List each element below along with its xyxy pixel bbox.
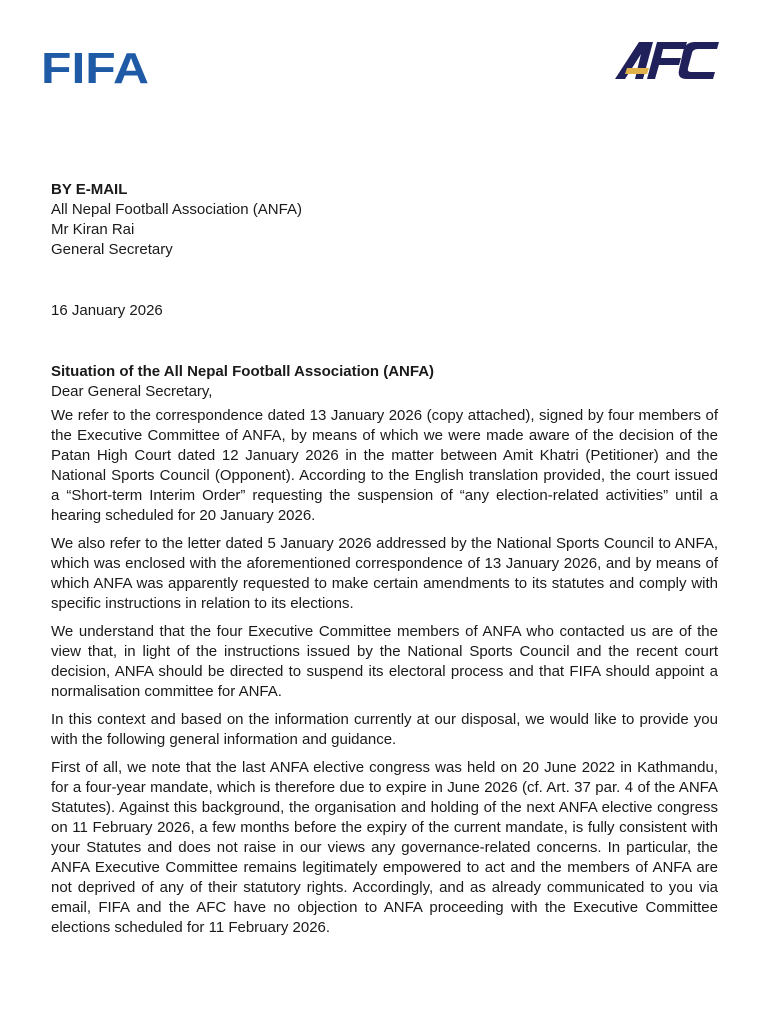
svg-text:FIFA: FIFA: [41, 47, 149, 87]
paragraph: We also refer to the letter dated 5 January 2026 addressed by the National Sports Council to ANFA, which was enclosed with the aforementioned correspondence of 13 January 2026, and by means of which ANFA was apparently requested to make certain amendments to its statutes and comply with specific instructions in relation to its elections.: [51, 535, 718, 612]
fifa-logo: [41, 47, 151, 92]
recipient-organisation: All Nepal Football Association (ANFA): [51, 201, 302, 218]
letter-date: 16 January 2026: [51, 302, 163, 319]
letter-body: [51, 180, 718, 938]
paragraph: In this context and based on the information currently at our disposal, we would like to provide you with the following general information and guidance.: [51, 711, 718, 748]
paragraph: First of all, we note that the last ANFA elective congress was held on 20 June 2022 in Kathmandu, for a four-year mandate, which is therefore due to expire in June 2026 (cf. Art. 37 par. 4 of the ANFA Statutes). Against this background, the organisation and holding of the next ANFA elective congress on 11 February 2026, a few months before the expiry of the current mandate, is fully consistent with your Statutes and does not raise in our views any governance-related concerns. In particular, the ANFA Executive Committee remains legitimately empowered to act and the members of ANFA are not deprived of any of their statutory rights. Accordingly, and as already communicated to you via email, FIFA and the AFC have no objection to ANFA proceeding with the Executive Committee elections scheduled for 11 February 2026.: [51, 759, 718, 936]
salutation: Dear General Secretary,: [51, 383, 213, 400]
recipient-name: Mr Kiran Rai: [51, 221, 135, 238]
paragraph: We refer to the correspondence dated 13 January 2026 (copy attached), signed by four members of the Executive Committee of ANFA, by means of which we were made aware of the decision of the Patan High Court dated 12 January 2026 in the matter between Amit Khatri (Petitioner) and the National Sports Council (Opponent). According to the English translation provided, the court issued a “Short-term Interim Order” requesting the suspension of “any election-related activities” until a hearing scheduled for 20 January 2026.: [51, 407, 718, 524]
recipient-position: General Secretary: [51, 241, 173, 258]
afc-logo: [613, 40, 723, 87]
letter-subject: Situation of the All Nepal Football Association (ANFA): [51, 363, 435, 380]
delivery-method: BY E-MAIL: [51, 181, 128, 198]
recipient-block: [51, 180, 718, 260]
letter-content: [51, 382, 718, 938]
paragraph: We understand that the four Executive Committee members of ANFA who contacted us are of the view that, in light of the instructions issued by the National Sports Council and the recent court decision, ANFA should be directed to suspend its electoral process and that FIFA should appoint a normalisation committee for ANFA.: [51, 623, 718, 700]
